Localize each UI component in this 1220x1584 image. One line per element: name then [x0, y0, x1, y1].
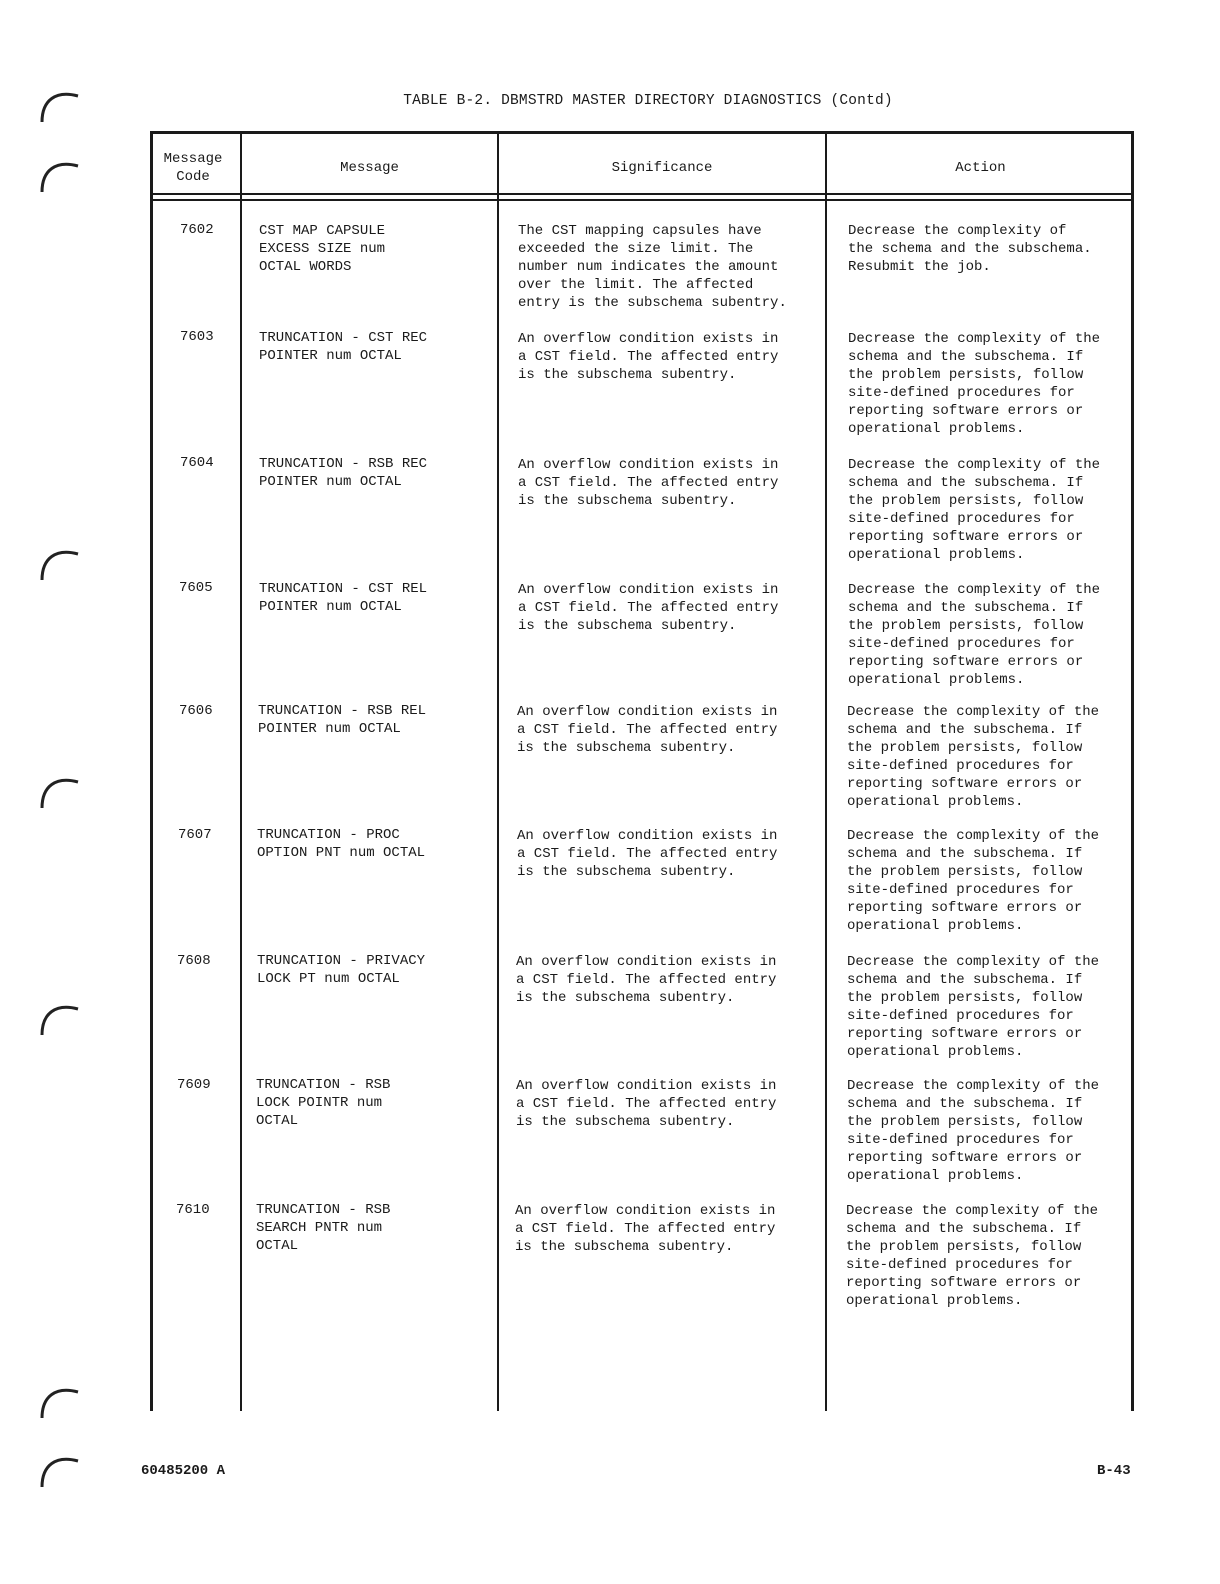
table-row-code: 7602 [180, 222, 214, 238]
table-row-code: 7606 [179, 703, 213, 719]
table-row-code: 7605 [179, 580, 213, 596]
column-divider [497, 131, 499, 1411]
table-row-action: Decrease the complexity of the schema and the subschema. If the problem persists, follow site-defined procedures for reporting software errors or operational problems. [847, 828, 1100, 934]
table-row-code: 7607 [178, 827, 212, 843]
table-row-action: Decrease the complexity of the schema and the subschema. If the problem persists, follow site-defined procedures for reporting software errors or operational problems. [847, 704, 1100, 810]
table-row-action: Decrease the complexity of the schema and the subschema. If the problem persists, follow site-defined procedures for reporting software errors or operational problems. [848, 331, 1101, 437]
table-row-significance: An overflow condition exists in a CST field. The affected entry is the subschema subentry. [517, 828, 778, 880]
table-row-significance: An overflow condition exists in a CST field. The affected entry is the subschema subentry. [518, 457, 779, 509]
table-row-message: TRUNCATION - PRIVACY LOCK PT num OCTAL [257, 953, 426, 987]
document-number: 60485200 A [141, 1463, 226, 1479]
table-row-significance: An overflow condition exists in a CST field. The affected entry is the subschema subentry. [516, 954, 777, 1006]
table-row-code: 7609 [177, 1077, 211, 1093]
table-row-code: 7610 [176, 1202, 210, 1218]
table-row-message: TRUNCATION - RSB SEARCH PNTR num OCTAL [256, 1202, 391, 1254]
header-action: Action [955, 160, 1006, 176]
header-message-code: Message Code [163, 151, 223, 185]
table-row-action: Decrease the complexity of the schema and the subschema. If the problem persists, follow site-defined procedures for reporting software errors or operational problems. [848, 457, 1101, 563]
table-row-action: Decrease the complexity of the schema and the subschema. If the problem persists, follow site-defined procedures for reporting software errors or operational problems. [847, 1078, 1100, 1184]
header-message: Message [340, 160, 399, 176]
table-row-message: TRUNCATION - RSB REC POINTER num OCTAL [259, 456, 428, 490]
table-row-code: 7604 [180, 455, 214, 471]
binder-mark-icon [38, 995, 82, 1039]
binder-mark-icon [38, 540, 82, 584]
table-row-significance: An overflow condition exists in a CST field. The affected entry is the subschema subentry. [518, 582, 779, 634]
column-divider [825, 131, 827, 1411]
header-significance: Significance [611, 160, 713, 176]
table-row-code: 7603 [180, 329, 214, 345]
binder-mark-icon [38, 152, 82, 196]
header-rule [150, 199, 1134, 201]
table-row-message: TRUNCATION - CST REL POINTER num OCTAL [259, 581, 428, 615]
page-number: B-43 [1097, 1463, 1131, 1479]
table-row-significance: An overflow condition exists in a CST field. The affected entry is the subschema subentry. [515, 1203, 776, 1255]
table-row-message: TRUNCATION - CST REC POINTER num OCTAL [259, 330, 428, 364]
table-row-action: Decrease the complexity of the schema and the subschema. Resubmit the job. [848, 223, 1092, 275]
table-row-action: Decrease the complexity of the schema and the subschema. If the problem persists, follow site-defined procedures for reporting software errors or operational problems. [847, 954, 1100, 1060]
table-row-message: TRUNCATION - RSB LOCK POINTR num OCTAL [256, 1077, 391, 1129]
table-row-significance: An overflow condition exists in a CST field. The affected entry is the subschema subentry. [516, 1078, 777, 1130]
table-row-action: Decrease the complexity of the schema and the subschema. If the problem persists, follow site-defined procedures for reporting software errors or operational problems. [846, 1203, 1099, 1309]
binder-mark-icon [38, 768, 82, 812]
table-row-significance: An overflow condition exists in a CST field. The affected entry is the subschema subentry. [517, 704, 778, 756]
header-rule [150, 193, 1134, 195]
table-row-message: TRUNCATION - PROC OPTION PNT num OCTAL [257, 827, 426, 861]
table-row-message: CST MAP CAPSULE EXCESS SIZE num OCTAL WORDS [259, 223, 386, 275]
binder-mark-icon [38, 1378, 82, 1422]
table-row-significance: The CST mapping capsules have exceeded the size limit. The number num indicates the amount over the limit. The affected entry is the subschema subentry. [518, 223, 787, 311]
table-row-significance: An overflow condition exists in a CST field. The affected entry is the subschema subentry. [518, 331, 779, 383]
column-divider [240, 131, 242, 1411]
table-row-message: TRUNCATION - RSB REL POINTER num OCTAL [258, 703, 427, 737]
binder-mark-icon [38, 1447, 82, 1491]
table-row-code: 7608 [177, 953, 211, 969]
page-title: TABLE B-2. DBMSTRD MASTER DIRECTORY DIAGNOSTICS (Contd) [403, 93, 893, 109]
table-row-action: Decrease the complexity of the schema and the subschema. If the problem persists, follow site-defined procedures for reporting software errors or operational problems. [848, 582, 1101, 688]
